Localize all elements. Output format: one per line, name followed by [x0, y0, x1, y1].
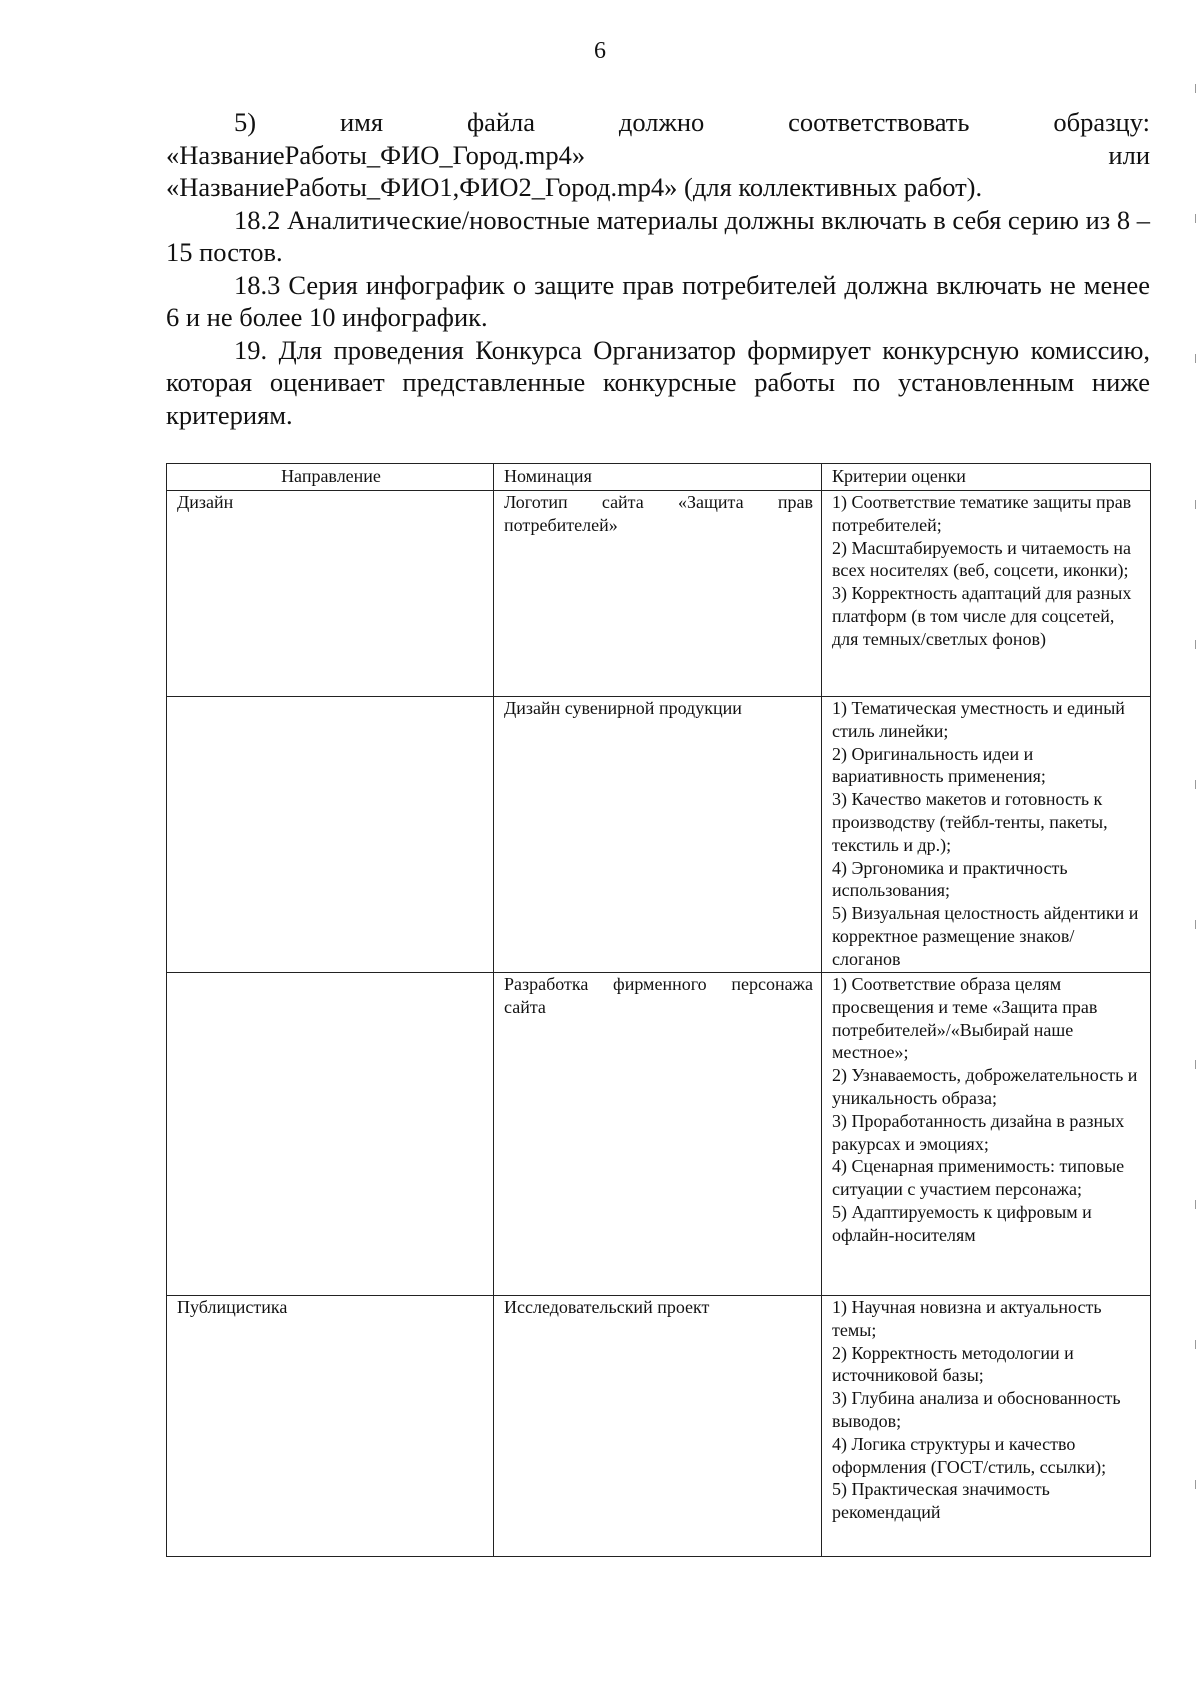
- criterion-item: 3) Качество макетов и готовность к производству (тейбл-тенты, пакеты, текстиль и др.);: [832, 789, 1108, 855]
- criterion-item: 5) Практическая значимость рекомендаций: [832, 1479, 1050, 1523]
- scan-mark: [1195, 1200, 1196, 1209]
- criterion-item: 4) Эргономика и практичность использования;: [832, 857, 1068, 901]
- scan-mark: [1195, 640, 1196, 649]
- criteria-cell: [822, 973, 1151, 1296]
- table-header-row: [167, 464, 1151, 491]
- scan-mark: [1195, 1480, 1196, 1489]
- criterion-item: 1) Соответствие образа целям просвещения и теме «Защита прав потребителей»/«Выбирай наше местное»;: [832, 974, 1098, 1063]
- page-number: 6: [594, 38, 606, 64]
- paragraph-18-2: 18.2 Аналитические/новостные материалы должны включать в себя серию из 8 – 15 постов.: [166, 204, 1150, 267]
- table-row: [167, 1296, 1151, 1557]
- criterion-item: 5) Адаптируемость к цифровым и офлайн-носителям: [832, 1201, 1092, 1245]
- criteria-cell: [822, 697, 1151, 973]
- scan-mark: [1195, 354, 1196, 363]
- header-nomination: Номинация: [494, 464, 822, 491]
- nomination-cell: Разработка фирменного персонажа сайта: [494, 973, 822, 1296]
- criterion-item: 1) Соответствие тематике защиты прав потребителей;: [832, 492, 1132, 535]
- criterion-item: 5) Визуальная целостность айдентики и корректное размещение знаков/слоганов: [832, 903, 1139, 969]
- nomination-cell: Логотип сайта «Защита прав потребителей»: [494, 491, 822, 697]
- header-criteria: Критерии оценки: [822, 464, 1151, 491]
- criterion-item: 4) Логика структуры и качество оформления (ГОСТ/стиль, ссылки);: [832, 1433, 1107, 1477]
- scan-mark: [1195, 1340, 1196, 1349]
- direction-cell: Дизайн: [167, 491, 494, 697]
- criterion-item: 3) Корректность адаптаций для разных платформ (в том числе для соцсетей, для темных/светлых фонов): [832, 583, 1132, 649]
- scan-mark: [1195, 500, 1196, 509]
- paragraph-file-name: 5) имя файла должно соответствовать образцу: «НазваниеРаботы_ФИО_Город.mp4» или «НазваниеРаботы_ФИО1,ФИО2_Город.mp4» (для коллективных работ).: [166, 107, 1150, 202]
- table-row: [167, 973, 1151, 1296]
- scan-mark: [1195, 920, 1196, 929]
- scan-mark: [1195, 1060, 1196, 1069]
- scan-mark: [1195, 214, 1196, 223]
- criteria-cell: [822, 491, 1151, 697]
- direction-cell: [167, 973, 494, 1296]
- criterion-item: 2) Корректность методологии и источниковой базы;: [832, 1342, 1074, 1386]
- body-text: [166, 106, 1150, 431]
- criteria-table: [166, 463, 1151, 1557]
- criterion-item: 1) Научная новизна и актуальность темы;: [832, 1297, 1102, 1340]
- criterion-item: 2) Узнаваемость, доброжелательность и уникальность образа;: [832, 1065, 1138, 1108]
- table-row: [167, 697, 1151, 973]
- direction-cell: Публицистика: [167, 1296, 494, 1557]
- header-direction: Направление: [167, 464, 494, 491]
- direction-cell: [167, 697, 494, 973]
- criteria-cell: [822, 1296, 1151, 1557]
- criterion-item: 2) Масштабируемость и читаемость на всех носителях (веб, соцсети, иконки);: [832, 537, 1132, 581]
- criterion-item: 1) Тематическая уместность и единый стиль линейки;: [832, 698, 1125, 741]
- paragraph-19: 19. Для проведения Конкурса Организатор формирует конкурсную комиссию, которая оценивает представленные конкурсные работы по установленным ниже критериям.: [166, 334, 1150, 430]
- criterion-item: 3) Глубина анализа и обоснованность выводов;: [832, 1388, 1121, 1431]
- scan-mark: [1195, 780, 1196, 789]
- criterion-item: 3) Проработанность дизайна в разных ракурсах и эмоциях;: [832, 1110, 1125, 1154]
- nomination-cell: Дизайн сувенирной продукции: [494, 697, 822, 973]
- scan-mark: [1195, 84, 1196, 93]
- table-row: [167, 491, 1151, 697]
- paragraph-18-3: 18.3 Серия инфографик о защите прав потребителей должна включать не менее 6 и не более 10 инфографик.: [166, 269, 1150, 332]
- criterion-item: 2) Оригинальность идеи и вариативность применения;: [832, 743, 1046, 787]
- nomination-cell: Исследовательский проект: [494, 1296, 822, 1557]
- criterion-item: 4) Сценарная применимость: типовые ситуации с участием персонажа;: [832, 1156, 1125, 1200]
